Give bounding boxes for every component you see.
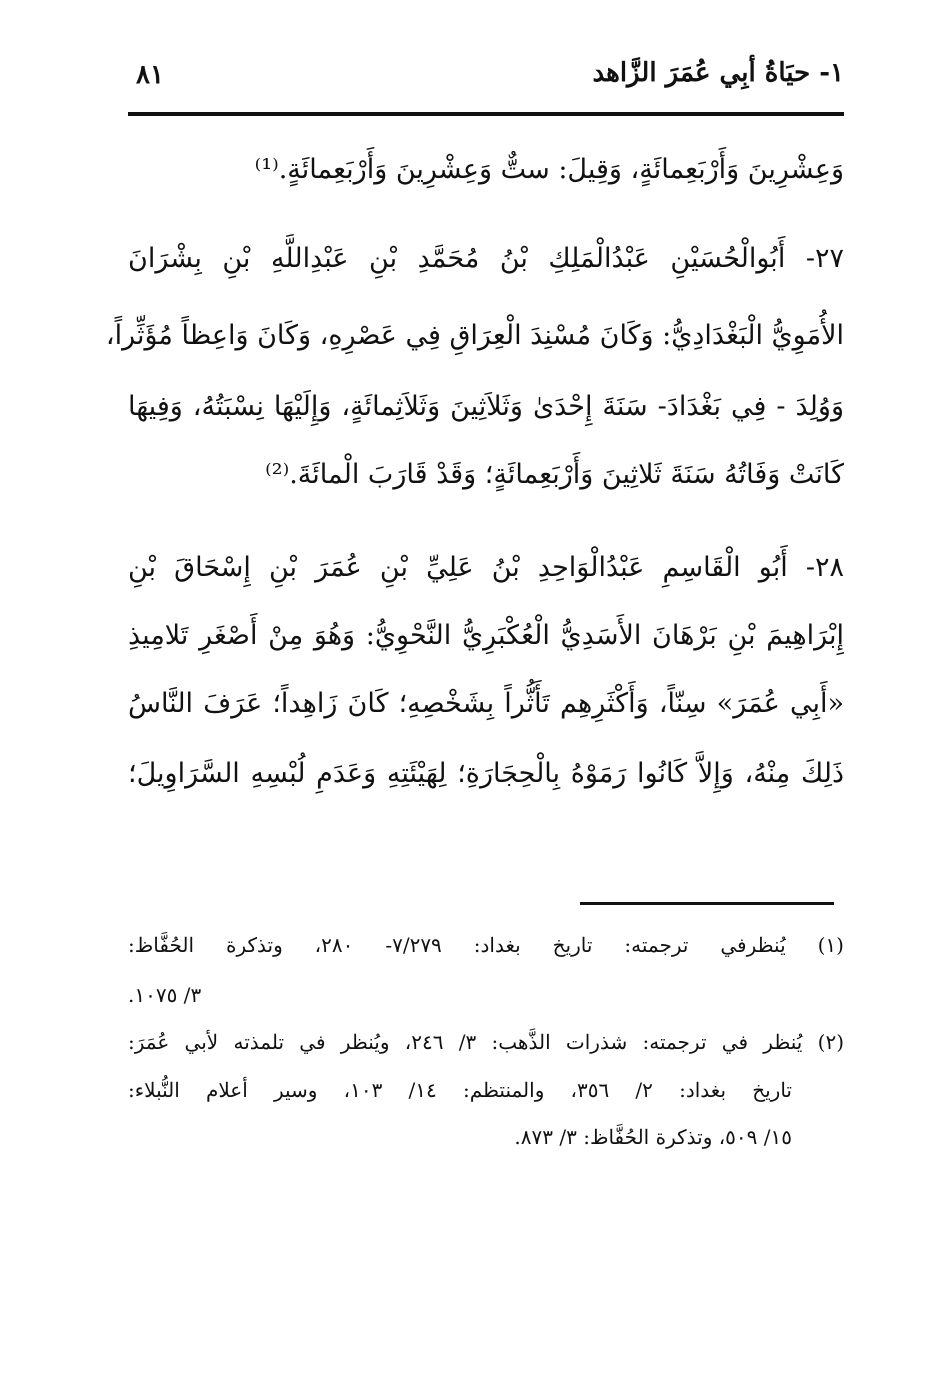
entry-28-line-2: إِبْرَاهِيمَ بْنِ بَرْهَانَ الأَسَدِيُّ الْعُكْبَرِيُّ النَّحْوِيُّ: وَهُوَ مِنْ أَصْغَرِ تَلامِيذِ [128,620,844,651]
entry-28-line-3: «أَبِي عُمَرَ» سِنّاً، وَأَكْثَرِهِم تَأَثُّراً بِشَخْصِهِ؛ كَانَ زَاهِداً؛ عَرَفَ النَّاسُ [128,688,844,719]
entry-27-line-1: ٢٧- أَبُوالْحُسَيْنِ عَبْدُالْمَلِكِ بْنُ مُحَمَّدِ بْنِ عَبْدِاللَّهِ بْنِ بِشْرَانَ [128,243,844,274]
page-number: ٨١ [136,60,164,90]
chapter-title: ١- حيَاةُ أبِي عُمَرَ الزَّاهد [592,58,844,88]
continuation-line: وَعِشْرِينَ وَأَرْبَعِمائَةٍ، وَقِيلَ: ستٌّ وَعِشْرِينَ وَأَرْبَعِمائَةٍ.⁽¹⁾ [254,154,844,185]
entry-28-line-1: ٢٨- أَبُو الْقَاسِمِ عَبْدُالْوَاحِدِ بْنُ عَلِيِّ بْنِ عُمَرَ بْنِ إِسْحَاقَ بْنِ [128,552,844,583]
entry-27-line-2: الأُمَوِيُّ الْبَغْدَادِيُّ: وَكَانَ مُسْنِدَ الْعِرَاقِ فِي عَصْرِهِ، وَكَانَ وَاعِظاً مُؤَثِّراً، [105,320,844,351]
entry-27-line-4: كَانَتْ وَفَاتُهُ سَنَةَ ثَلاثِينَ وَأَرْبَعِمائَةٍ؛ وَقَدْ قَارَبَ الْمائَةَ.⁽²⁾ [265,459,844,490]
footnote-2-line-2: تاريخ بغداد: ٢/ ٣٥٦، والمنتظم: ١٤/ ١٠٣، وسير أعلام النُّبلاء: [128,1078,792,1102]
entry-27-line-3: وَوُلِدَ - فِي بَغْدَادَ- سَنَةَ إِحْدَىٰ وَثَلاَثِينَ وَثَلاَثِمائَةٍ، وَإِلَيْهَا نِسْبَتُهُ، وَفِيهَا [128,391,844,422]
header-rule [128,112,844,116]
footnote-1-line-2: ٣/ ١٠٧٥. [128,983,202,1007]
footnote-1-line-1: (١) يُنظرفي ترجمته: تاريخ بغداد: ٧/٢٧٩- ٢٨٠، وتذكرة الحُفَّاظ: [128,933,844,957]
footnote-separator [580,902,834,905]
entry-28-line-4: ذَلِكَ مِنْهُ، وَإِلاَّ كَانُوا رَمَوْهُ بِالْحِجَارَةِ؛ لِهَيْئَتِهِ وَعَدَمِ لُبْسِهِ السَّرَاوِيلَ؛ [128,758,844,789]
running-header [128,58,844,108]
footnote-2-line-1: (٢) يُنظر في ترجمته: شذرات الذَّهب: ٣/ ٢٤٦، ويُنظر في تلمذته لأبي عُمَرَ: [128,1030,844,1054]
footnote-2-line-3: ١٥/ ٥٠٩، وتذكرة الحُفَّاظ: ٣/ ٨٧٣. [514,1125,792,1149]
